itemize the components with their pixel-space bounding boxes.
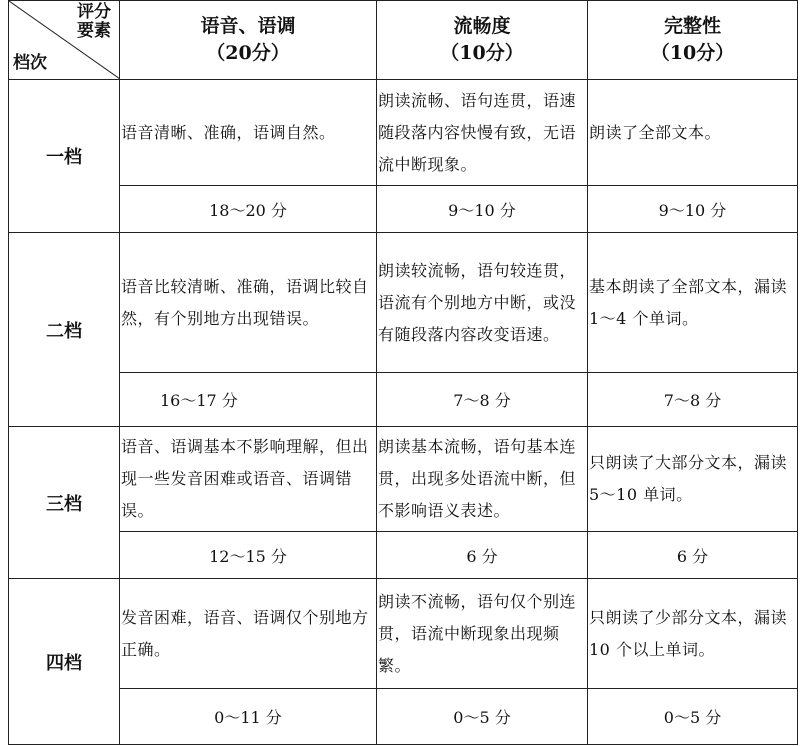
- column-points: （10分）: [440, 42, 524, 64]
- column-points: （20分）: [206, 42, 290, 64]
- level-label: 二档: [9, 233, 120, 427]
- score-completeness: 9～10 分: [588, 186, 798, 233]
- corner-top-line1: 评分: [77, 2, 111, 22]
- score-row: [9, 373, 798, 427]
- level-label: 三档: [9, 427, 120, 579]
- score-completeness: 0～5 分: [588, 689, 798, 745]
- pronunciation-desc: 语音清晰、准确，语调自然。: [120, 80, 377, 186]
- level-label: 四档: [9, 579, 120, 745]
- completeness-desc: 朗读了全部文本。: [588, 80, 798, 186]
- score-pronunciation: 12～15 分: [120, 532, 377, 579]
- table-row: [9, 233, 798, 373]
- score-pronunciation: 0～11 分: [120, 689, 377, 745]
- header-row: [9, 1, 798, 80]
- fluency-desc: 朗读流畅、语句连贯，语速随段落内容快慢有致，无语流中断现象。: [377, 80, 588, 186]
- level-label: 一档: [9, 80, 120, 233]
- pronunciation-desc: 发音困难，语音、语调仅个别地方正确。: [120, 579, 377, 689]
- table-row: [9, 80, 798, 186]
- corner-top-label: [77, 3, 111, 41]
- column-header-fluency: [377, 1, 588, 80]
- score-fluency: 9～10 分: [377, 186, 588, 233]
- column-name: 流畅度: [453, 15, 511, 37]
- completeness-desc: 只朗读了少部分文本，漏读 10 个以上单词。: [588, 579, 798, 689]
- table-row: [9, 579, 798, 689]
- score-fluency: 7～8 分: [377, 373, 588, 427]
- score-pronunciation: 18～20 分: [120, 186, 377, 233]
- table-row: [9, 427, 798, 532]
- corner-bottom-label: 档次: [13, 53, 47, 73]
- pronunciation-desc: 语音比较清晰、准确，语调比较自然，有个别地方出现错误。: [120, 233, 377, 373]
- column-points: （10分）: [650, 42, 735, 64]
- fluency-desc: 朗读不流畅，语句仅个别连贯，语流中断现象出现频繁。: [377, 579, 588, 689]
- scoring-rubric-table: [8, 0, 798, 745]
- corner-header-cell: [9, 1, 120, 80]
- score-completeness: 7～8 分: [588, 373, 798, 427]
- score-row: [9, 186, 798, 233]
- column-header-completeness: [588, 1, 798, 80]
- score-row: [9, 689, 798, 745]
- column-name: 完整性: [663, 15, 721, 37]
- column-name: 语音、语调: [200, 15, 296, 37]
- score-fluency: 6 分: [377, 532, 588, 579]
- completeness-desc: 只朗读了大部分文本，漏读 5～10 单词。: [588, 427, 798, 532]
- fluency-desc: 朗读基本流畅，语句基本连贯，出现多处语流中断，但不影响语义表述。: [377, 427, 588, 532]
- column-header-pronunciation: [120, 1, 377, 80]
- pronunciation-desc: 语音、语调基本不影响理解，但出现一些发音困难或语音、语调错误。: [120, 427, 377, 532]
- score-fluency: 0～5 分: [377, 689, 588, 745]
- score-row: [9, 532, 798, 579]
- completeness-desc: 基本朗读了全部文本，漏读 1～4 个单词。: [588, 233, 798, 373]
- score-pronunciation: 16～17 分: [120, 373, 377, 427]
- score-completeness: 6 分: [588, 532, 798, 579]
- corner-top-line2: 要素: [77, 21, 111, 41]
- fluency-desc: 朗读较流畅，语句较连贯，语流有个别地方中断，或没有随段落内容改变语速。: [377, 233, 588, 373]
